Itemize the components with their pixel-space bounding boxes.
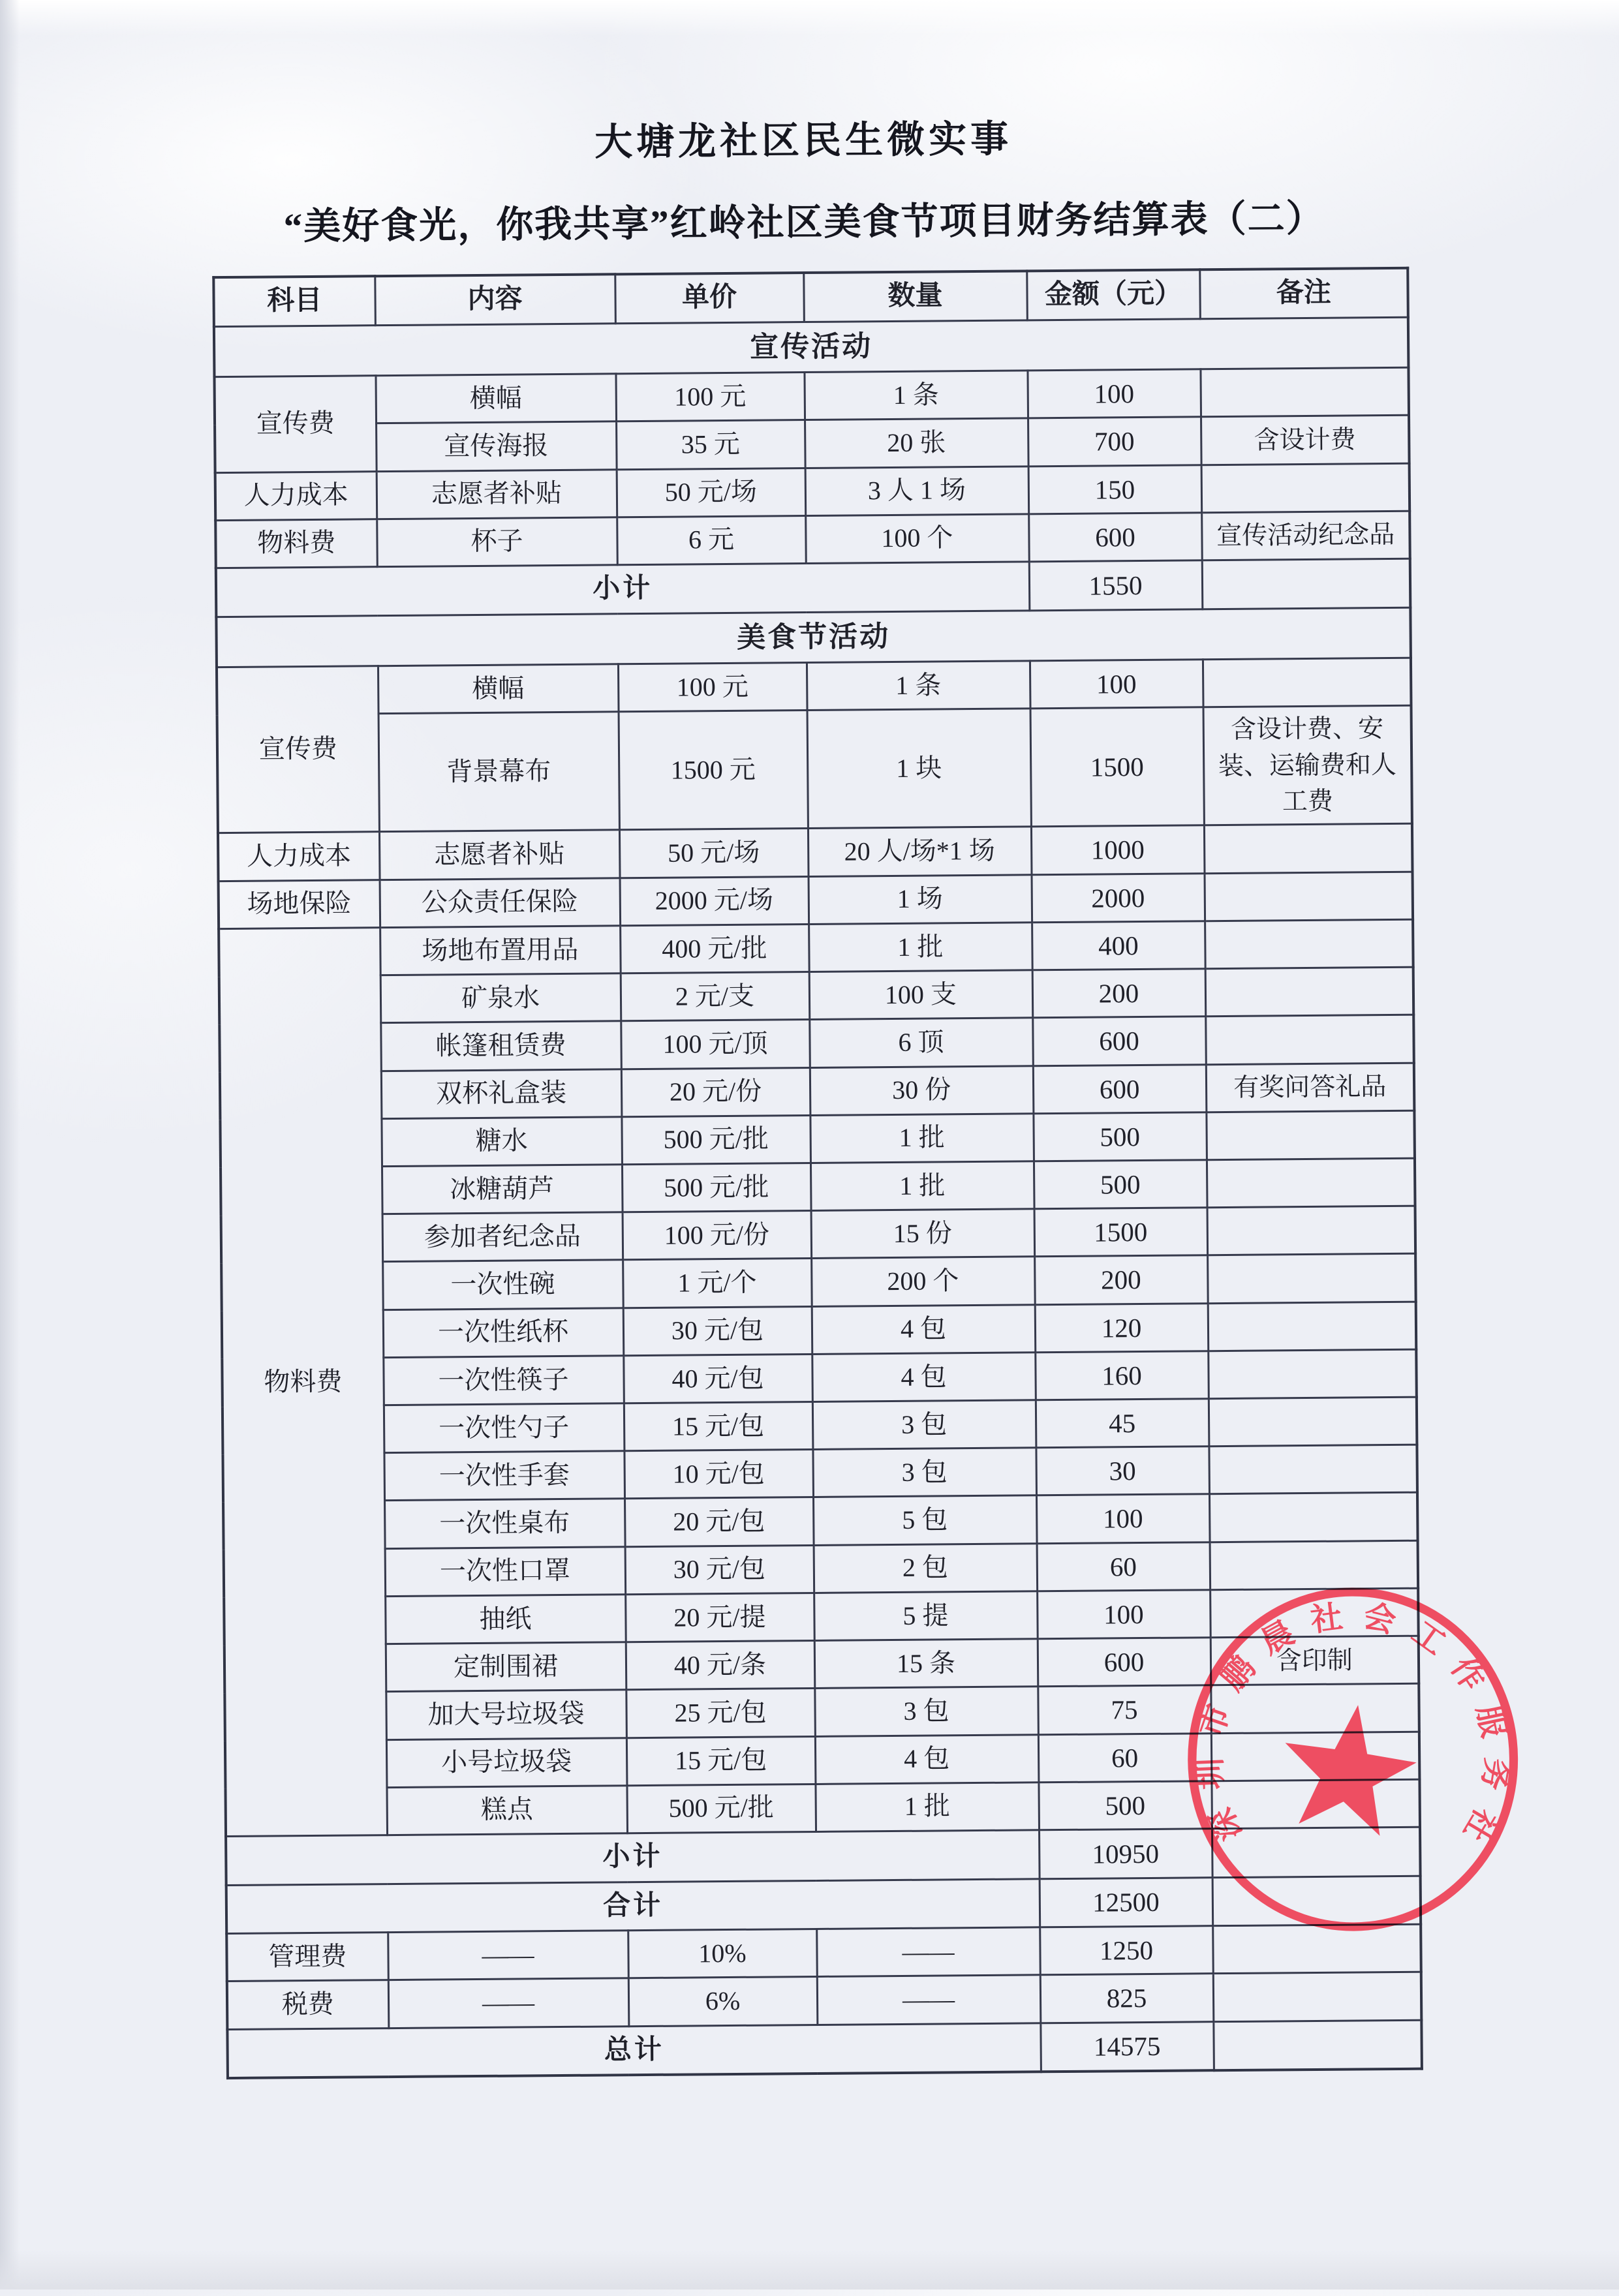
cell-amount: 1250 [1040,1926,1213,1975]
section-header-row [214,317,1409,377]
cell-quantity: 3 包 [812,1448,1036,1497]
subtotal-row [216,559,1411,617]
cell-quantity: 1 批 [809,923,1032,972]
cell-content: 糕点 [386,1786,627,1835]
subtotal-label: 小计 [216,562,1030,617]
table-header-row [213,268,1408,326]
cell-remark [1205,919,1413,969]
cell-unit-price: 20 元/提 [625,1593,814,1642]
column-header-4: 金额（元） [1026,269,1200,320]
cell-remark [1209,1397,1417,1446]
cell-remark [1209,1445,1417,1494]
cell-amount: 1500 [1034,1208,1208,1257]
cell-content: 一次性纸杯 [383,1308,624,1357]
cell-amount: 825 [1040,1974,1214,2023]
cell-quantity: 1 批 [810,1114,1034,1163]
cell-content: 矿泉水 [380,973,621,1023]
cell-content: 参加者纪念品 [382,1212,623,1262]
column-header-2: 单价 [615,273,804,323]
column-header-5: 备注 [1199,268,1408,319]
cell-category: 宣传费 [214,376,376,472]
column-header-1: 内容 [375,274,615,325]
cell-remark [1204,824,1413,874]
cell-quantity: 5 提 [814,1591,1038,1641]
cell-unit-price: 500 元/批 [621,1115,810,1164]
finance-settlement-table [212,267,1423,2080]
cell-content: 一次性碗 [382,1260,623,1309]
cell-unit-price: 2 元/支 [621,972,810,1021]
cell-remark: 含设计费、安装、运输费和人工费 [1203,706,1412,826]
subtotal-amount: 10950 [1039,1829,1212,1879]
cell-category: 宣传费 [217,666,379,833]
cell-content: 定制围裙 [386,1642,626,1692]
cell-content: 一次性筷子 [383,1356,624,1405]
summary-row [227,2020,1422,2078]
summary-amount: 14575 [1040,2021,1214,2072]
cell-amount: 100 [1030,660,1203,709]
cell-remark [1205,1015,1414,1065]
cell-content: 杯子 [377,517,617,567]
cell-unit-price: 30 元/包 [623,1306,812,1355]
cell-quantity: 15 份 [811,1209,1035,1259]
summary-remark [1212,1876,1421,1926]
cell-amount: 150 [1028,465,1202,513]
cell-quantity: 4 包 [815,1734,1039,1784]
cell-quantity: 5 包 [813,1495,1037,1545]
cell-quantity: 20 张 [805,418,1028,468]
cell-amount: 200 [1034,1255,1208,1304]
cell-content: 一次性口罩 [385,1546,626,1596]
cell-unit-price: 20 元/份 [621,1067,810,1116]
cell-unit-price: 100 元/份 [623,1211,812,1260]
cell-unit-price: 2000 元/场 [620,876,809,925]
cell-content: 志愿者补贴 [379,830,620,880]
cell-content: 背景幕布 [378,712,619,832]
cell-amount: 500 [1038,1781,1212,1829]
cell-quantity: 200 个 [811,1257,1035,1306]
cell-quantity: 1 块 [807,709,1031,829]
cell-content: —— [388,1978,629,2028]
cell-remark [1213,1972,1422,2022]
cell-remark [1209,1493,1418,1542]
cell-content: 宣传海报 [376,421,617,471]
cell-quantity: 1 批 [815,1783,1039,1832]
cell-unit-price: 6% [628,1977,818,2026]
subtotal-label: 小计 [226,1830,1040,1885]
cell-amount: 60 [1038,1733,1212,1782]
cell-unit-price: 100 元 [615,373,805,421]
cell-amount: 45 [1036,1399,1209,1448]
column-header-3: 数量 [803,271,1027,322]
cell-quantity: 20 人/场*1 场 [808,827,1032,876]
cell-amount: 600 [1032,1017,1206,1065]
cell-category: 场地保险 [219,880,380,928]
cell-quantity: 1 批 [810,1161,1034,1211]
cell-amount: 700 [1028,417,1201,466]
cell-remark [1208,1302,1417,1351]
cell-content: —— [388,1931,628,1980]
cell-amount: 75 [1038,1685,1211,1734]
cell-quantity: 15 条 [814,1639,1038,1689]
cell-quantity: 4 包 [812,1304,1036,1354]
cell-content: 一次性手套 [384,1451,624,1501]
cell-remark [1203,658,1411,707]
subtotal-remark [1202,559,1411,609]
cell-quantity: 1 条 [804,371,1028,420]
summary-label: 合计 [226,1878,1040,1933]
cell-amount: 600 [1033,1064,1207,1113]
seal-text: 深圳市鹏晨社会工作服务社 [1191,1596,1516,1863]
cell-remark [1210,1684,1419,1734]
cell-content: 横幅 [378,664,619,714]
cell-amount: 100 [1036,1494,1210,1543]
table-row [217,706,1412,833]
cell-category: 物料费 [215,519,377,568]
cell-unit-price: 500 元/批 [626,1784,816,1833]
cell-content: 公众责任保险 [380,878,621,927]
cell-quantity: 100 支 [809,970,1033,1020]
cell-amount: 1500 [1030,707,1204,827]
cell-unit-price: 40 元/包 [623,1354,812,1403]
cell-quantity: 1 场 [809,874,1032,924]
cell-unit-price: 400 元/批 [620,924,809,973]
cell-category: 税费 [227,1980,389,2029]
document-title: 大塘龙社区民生微实事 [594,117,1013,164]
cell-quantity: 3 人 1 场 [805,466,1029,515]
cell-unit-price: 25 元/包 [626,1689,815,1737]
summary-row [226,1876,1421,1934]
cell-amount: 500 [1033,1112,1207,1161]
cell-amount: 160 [1035,1351,1209,1400]
cell-unit-price: 10% [628,1929,817,1978]
cell-quantity: 4 包 [812,1353,1036,1402]
cell-content: 场地布置用品 [380,926,621,975]
cell-remark [1207,1254,1416,1304]
cell-quantity: 3 包 [812,1400,1036,1450]
cell-quantity: —— [817,1975,1041,2025]
cell-amount: 100 [1027,369,1201,418]
cell-unit-price: 100 元 [618,663,807,712]
cell-amount: 100 [1037,1590,1210,1639]
cell-category: 管理费 [226,1933,388,1982]
cell-unit-price: 500 元/批 [622,1163,811,1212]
cell-unit-price: 15 元/包 [626,1736,816,1785]
cell-content: 小号垃圾袋 [386,1737,627,1787]
cell-content: 双杯礼盒装 [381,1069,622,1118]
cell-quantity: 6 顶 [809,1018,1033,1067]
cell-amount: 600 [1038,1638,1211,1687]
cell-amount: 120 [1035,1303,1209,1352]
cell-unit-price: 50 元/场 [617,468,806,517]
cell-amount: 30 [1036,1446,1209,1495]
cell-quantity: 2 包 [814,1543,1038,1593]
cell-quantity: —— [816,1927,1040,1977]
cell-amount: 600 [1028,513,1202,562]
cell-remark [1211,1732,1420,1781]
cell-quantity: 1 条 [807,661,1030,711]
subtotal-remark [1212,1827,1421,1877]
cell-quantity: 3 包 [814,1687,1038,1736]
cell-amount: 2000 [1032,873,1205,922]
cell-remark [1206,1110,1415,1160]
cell-unit-price: 1 元/个 [623,1259,812,1308]
cell-remark [1212,1924,1421,1974]
cell-category: 人力成本 [215,471,377,520]
cell-remark [1205,967,1414,1017]
cell-remark [1210,1588,1419,1638]
cell-remark [1207,1158,1415,1208]
cell-unit-price: 100 元/顶 [621,1020,810,1069]
cell-remark: 有奖问答礼品 [1206,1063,1415,1112]
cell-unit-price: 30 元/包 [625,1545,814,1594]
cell-content: 志愿者补贴 [377,469,617,519]
cell-remark: 含印制 [1210,1636,1419,1685]
summary-remark [1213,2020,1422,2071]
cell-unit-price: 15 元/包 [624,1402,813,1451]
cell-content: 横幅 [375,374,616,423]
cell-amount: 1000 [1031,825,1205,874]
cell-content: 抽纸 [385,1595,626,1644]
cell-content: 一次性勺子 [384,1403,624,1453]
cell-remark: 含设计费 [1201,416,1410,465]
cell-remark [1201,463,1410,513]
cell-unit-price: 20 元/包 [624,1497,814,1546]
cell-amount: 500 [1034,1160,1207,1209]
cell-content: 帐篷租赁费 [380,1021,621,1071]
cell-remark [1210,1540,1419,1590]
cell-category: 物料费 [219,928,387,1837]
cell-remark [1208,1349,1417,1399]
summary-label: 总计 [227,2023,1041,2078]
cell-remark [1200,367,1409,417]
cell-unit-price: 1500 元 [619,711,808,830]
cell-unit-price: 35 元 [616,420,805,469]
subtotal-row [226,1827,1421,1885]
cell-remark [1205,872,1413,921]
cell-content: 冰糖葫芦 [382,1165,623,1214]
cell-category: 人力成本 [218,832,380,881]
summary-amount: 12500 [1040,1877,1213,1927]
subtotal-amount: 1550 [1029,560,1203,611]
document-subtitle: “美好食光，你我共享”红岭社区美食节项目财务结算表（二） [283,198,1325,248]
cell-quantity: 30 份 [810,1065,1034,1115]
cell-unit-price: 6 元 [617,515,806,564]
section-title: 宣传活动 [214,317,1409,377]
cell-quantity: 100 个 [805,514,1029,564]
cell-remark [1211,1779,1420,1829]
cell-unit-price: 10 元/包 [624,1450,813,1499]
cell-remark [1207,1206,1416,1255]
cell-amount: 60 [1037,1542,1210,1591]
cell-content: 一次性桌布 [384,1499,625,1548]
cell-unit-price: 50 元/场 [619,829,809,878]
cell-amount: 400 [1032,921,1205,970]
cell-content: 加大号垃圾袋 [386,1690,626,1739]
cell-amount: 200 [1032,969,1206,1018]
column-header-0: 科目 [213,276,375,326]
cell-remark: 宣传活动纪念品 [1201,511,1410,560]
section-title: 美食节活动 [216,607,1411,667]
cell-content: 糖水 [381,1116,622,1166]
section-header-row [216,607,1411,667]
cell-unit-price: 40 元/条 [626,1641,815,1690]
